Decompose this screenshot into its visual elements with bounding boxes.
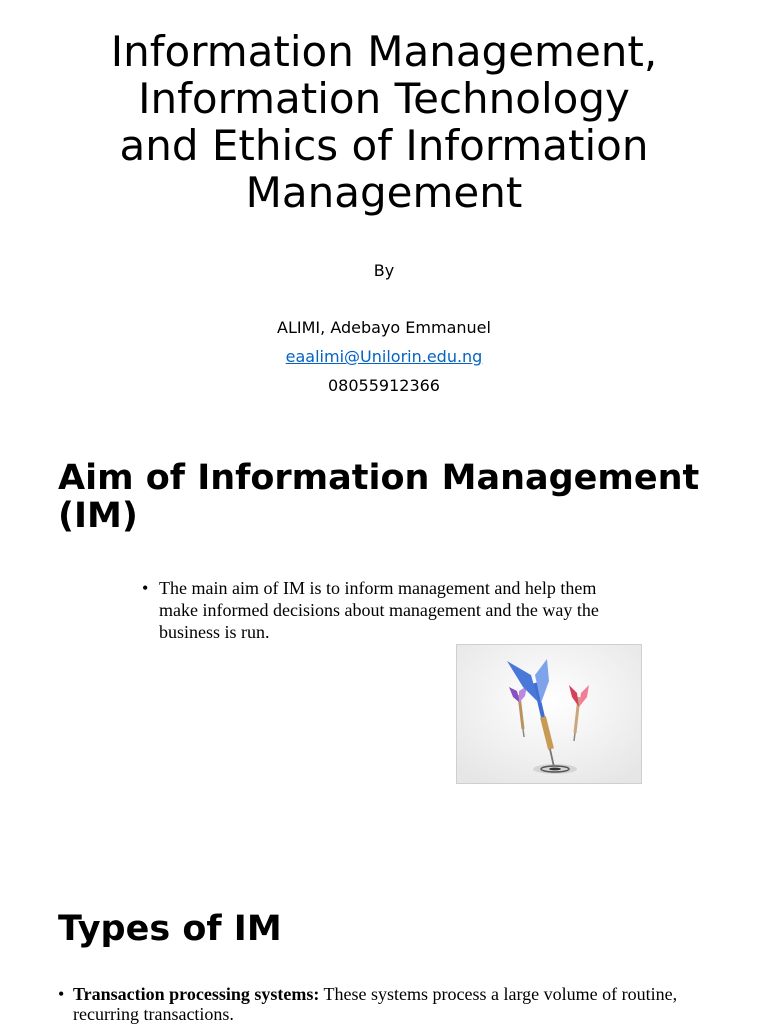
phone-number: 08055912366	[328, 376, 440, 395]
list-item	[58, 984, 698, 1024]
title-line: and Ethics of Information	[119, 121, 649, 170]
presentation-title	[60, 28, 708, 216]
bullet-text: The main aim of IM is to inform management and help them make informed decisions about management and the way the business is run.	[159, 578, 599, 642]
list-item	[142, 577, 612, 643]
bullet-text: These systems process a large volume of routine, recurring transactions.	[73, 984, 678, 1024]
title-line: Information Management,	[110, 27, 658, 76]
bullet-term: Transaction processing systems:	[73, 984, 320, 1004]
aim-heading: Aim of Information Management (IM)	[58, 458, 700, 536]
email-link[interactable]: eaalimi@Unilorin.edu.ng	[285, 347, 483, 366]
darts-target-icon	[457, 645, 641, 783]
by-label: By	[373, 261, 395, 280]
bullet-icon: •	[58, 984, 65, 1004]
darts-target-image	[456, 644, 642, 784]
title-line: Management	[245, 168, 523, 217]
title-line: Information Technology	[138, 74, 630, 123]
aim-bullet-list	[142, 577, 612, 643]
types-heading: Types of IM	[58, 909, 282, 949]
types-bullet-list	[58, 984, 698, 1024]
bullet-icon: •	[142, 578, 149, 598]
email-container	[0, 347, 768, 367]
author-name: ALIMI, Adebayo Emmanuel	[277, 318, 491, 337]
